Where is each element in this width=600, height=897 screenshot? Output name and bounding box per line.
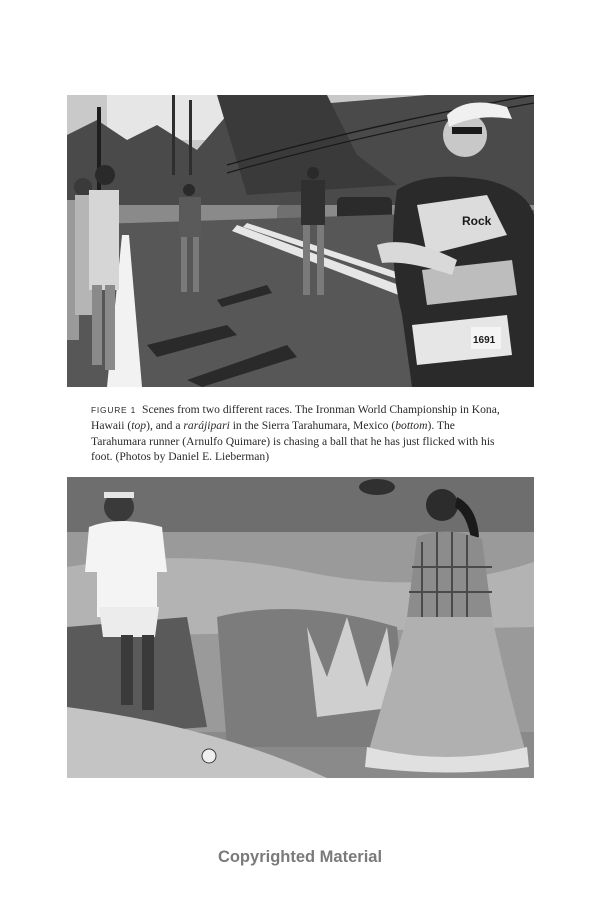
headband-icon [104,492,134,498]
sunglasses-icon [452,127,482,134]
tarahumara-photo-illustration [67,477,534,778]
runner-shirt [85,521,167,617]
ironman-photo [67,95,534,387]
figure-caption: FIGURE 1 Scenes from two different races. The Ironman World Championship in Kona, Hawaii (top), and a rarájipari in the Sierra Tarahumara, Mexico (bottom). The Tarahumara runner (Arnulfo Quimare) is chasing a ball that he has just flicked with his foot. (Photos by Daniel E. Lieberman) [91,403,500,464]
copyright-watermark: Copyrighted Material [217,848,383,866]
palm-trunk [172,95,175,175]
distant-bush [359,479,395,495]
runner-skirt [99,607,159,637]
runner-distant-2 [307,167,319,179]
race-bib-number: 1691 [473,335,496,346]
woman-head [426,489,458,521]
runner-distant [183,184,195,196]
woman-plaid-blouse [407,531,492,617]
jersey-text: Rock [462,214,492,228]
tarahumara-photo [67,477,534,778]
ball-icon [202,749,216,763]
spectator-head [95,165,115,185]
runner-leg [121,635,133,705]
ironman-photo-illustration [67,95,534,387]
figure-label: FIGURE 1 [91,405,137,415]
